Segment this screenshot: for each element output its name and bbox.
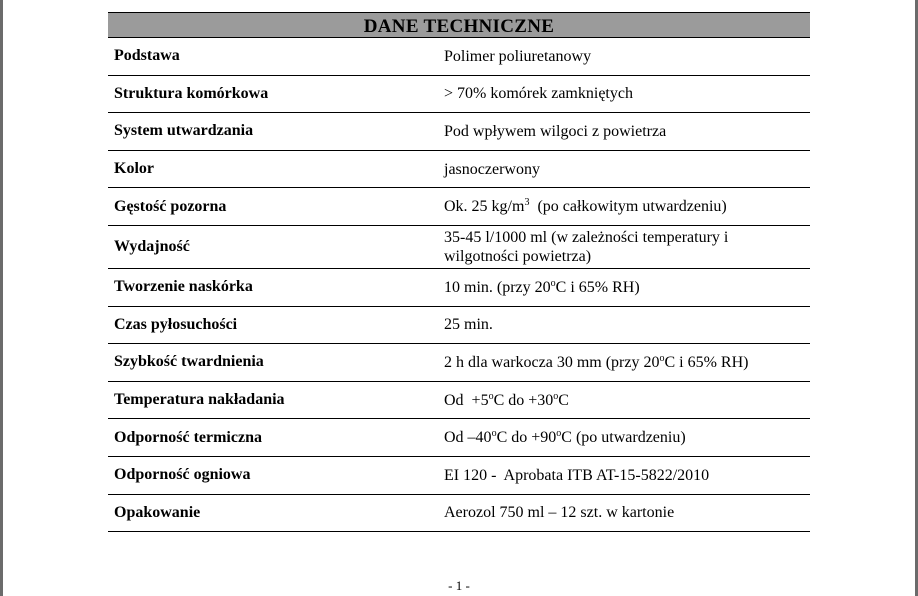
value-text: 10 min. (przy 20 [444,278,551,296]
value-text: C i 65% RH) [555,278,640,296]
row-value: Pod wpływem wilgoci z powietrza [444,122,667,140]
table-row-pylosuchosc [108,307,810,345]
superscript: o [488,390,494,402]
table-row-struktura [108,76,810,114]
row-value [441,353,810,372]
table-row-temperatura [108,382,810,420]
superscript: o [491,428,497,440]
value-text: Od –40 [444,429,492,447]
value-text: C [558,391,569,409]
row-value: 25 min. [444,316,493,334]
table-row-odpornosc-termiczna [108,419,810,457]
row-label: Szybkość twardnienia [114,353,264,371]
row-value [441,197,810,216]
value-text: 2 h dla warkocza 30 mm (przy 20 [444,353,660,371]
value-text: Ok. 25 kg/m [444,198,525,216]
row-label: Odporność ogniowa [114,466,251,484]
row-label: Temperatura nakładania [114,391,285,409]
superscript: o [556,428,562,440]
row-label: Odporność termiczna [114,428,262,446]
row-value: EI 120 - Aprobata ITB AT-15-5822/2010 [444,466,710,484]
row-label: Tworzenie naskórka [114,278,253,296]
row-value [441,391,810,410]
table-row-kolor [108,151,810,189]
row-value: Aerozol 750 ml – 12 szt. w kartonie [444,504,675,522]
value-text: C i 65% RH) [664,353,749,371]
row-value: Polimer poliuretanowy [444,47,592,65]
table-row-system [108,113,810,151]
value-text: (po całkowitym utwardzeniu) [529,198,727,216]
table-row-twardnienie [108,344,810,382]
table-row-gestosc [108,188,810,226]
row-value: > 70% komórek zamkniętych [444,85,633,103]
row-value: jasnoczerwony [444,160,540,178]
table-row-podstawa [108,38,810,76]
row-label: Czas pyłosuchości [114,315,238,333]
value-text: C do +30 [493,391,554,409]
row-value [441,278,810,297]
value-text: Od +5 [444,391,489,409]
page-number: - 1 - [448,578,470,593]
row-label: Wydajność [114,237,190,255]
table-row-wydajnosc [108,226,810,269]
value-text: C do +90 [496,429,557,447]
row-label: Struktura komórkowa [114,84,269,102]
superscript: o [550,277,556,289]
table-row-opakowanie [108,495,810,533]
row-label: Gęstość pozorna [114,197,227,215]
row-value [441,428,810,447]
superscript: 3 [524,197,530,209]
row-value: 35-45 l/1000 ml (w zależności temperatury i wilgotności powietrza) [444,228,729,265]
value-text: C (po utwardzeniu) [561,429,686,447]
superscript: o [553,390,559,402]
row-label: Podstawa [114,47,180,65]
row-label: System utwardzania [114,122,254,140]
table-row-naskorek [108,269,810,307]
document-page [108,12,810,532]
row-label: Opakowanie [114,503,201,521]
superscript: o [659,352,665,364]
table-title: DANE TECHNICZNE [108,12,810,38]
table-row-odpornosc-ogniowa [108,457,810,495]
row-label: Kolor [114,160,154,178]
viewer-frame-left [0,0,3,596]
